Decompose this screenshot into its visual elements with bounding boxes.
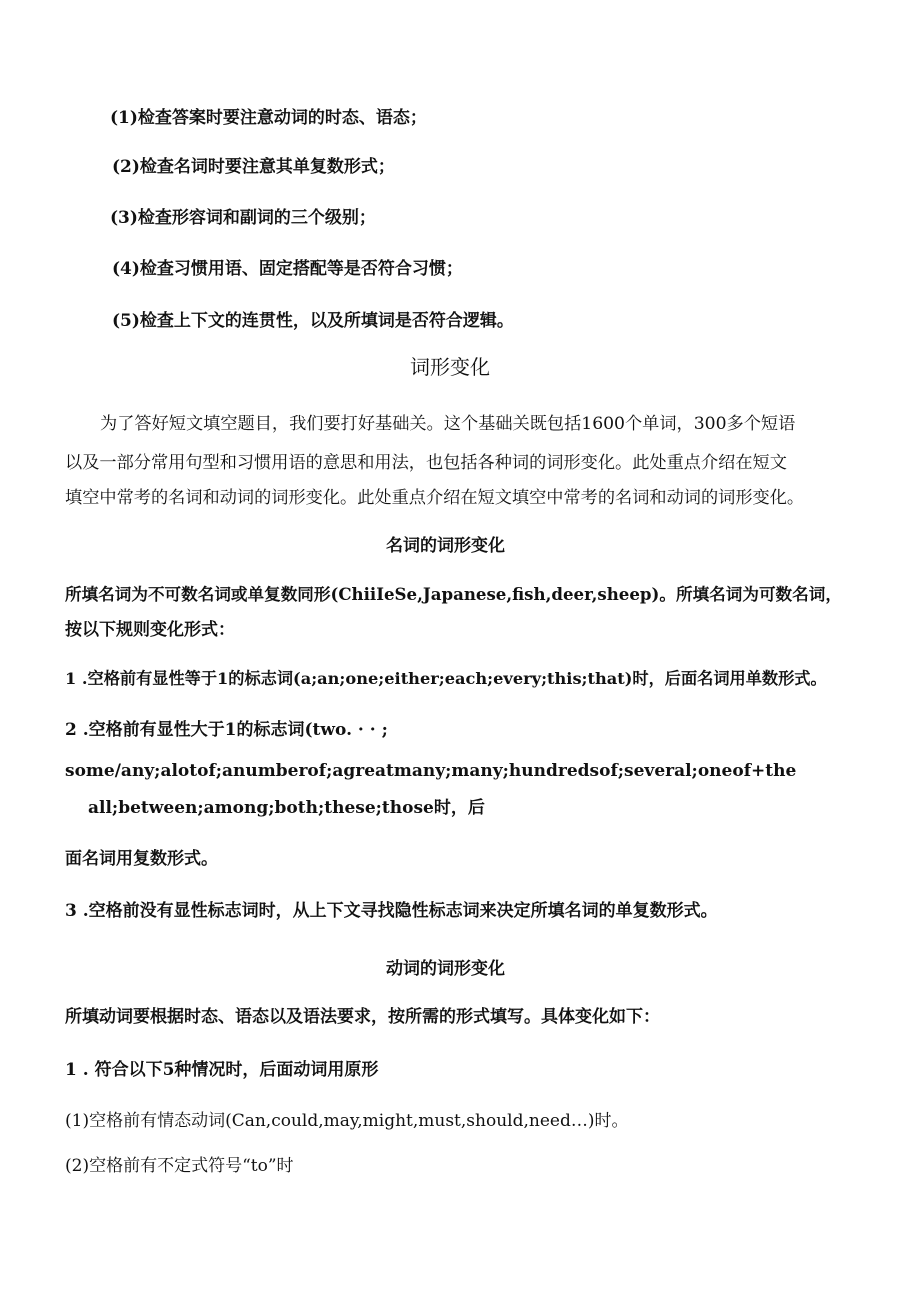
intro-line-1: 为了答好短文填空题目，我们要打好基础关。这个基础关既包括1600个单词，300多个短语 xyxy=(100,414,796,434)
intro-line-2: 以及一部分常用句型和习惯用语的意思和用法，也包括各种词的词形变化。此处重点介绍在短文 xyxy=(65,453,787,473)
check-item-2: (2)检查名词时要注意其单复数形式； xyxy=(112,157,395,177)
check-item-5: (5)检查上下文的连贯性，以及所填词是否符合逻辑。 xyxy=(112,311,514,331)
check-item-3: (3)检查形容词和副词的三个级别； xyxy=(110,208,376,228)
check-item-4: (4)检查习惯用语、固定搭配等是否符合习惯； xyxy=(112,259,463,279)
verb-sub-2: (2)空格前有不定式符号“to”时 xyxy=(65,1156,294,1176)
check-item-1: (1)检查答案时要注意动词的时态、语态； xyxy=(110,108,427,128)
noun-rule-2: 2 .空格前有显性大于1的标志词(two. · · ; xyxy=(65,720,388,740)
noun-rule-3: 3 .空格前没有显性标志词时，从上下文寻找隐性标志词来决定所填名词的单复数形式。 xyxy=(65,901,718,921)
section-heading: 词形变化 xyxy=(410,355,490,379)
noun-rule-2-words-cont: all;between;among;both;these;those时，后 xyxy=(88,798,485,818)
verb-intro: 所填动词要根据时态、语态以及语法要求，按所需的形式填写。具体变化如下： xyxy=(65,1007,660,1027)
noun-rule-2-words: some/any;alotof;anumberof;agreatmany;many;hundredsof;several;oneof+the xyxy=(65,761,797,781)
noun-rule-2-end: 面名词用复数形式。 xyxy=(65,849,218,869)
verb-sub-1: (1)空格前有情态动词(Can,could,may,might,must,should,need…)时。 xyxy=(65,1111,629,1131)
intro-line-3: 填空中常考的名词和动词的词形变化。此处重点介绍在短文填空中常考的名词和动词的词形变化。 xyxy=(65,488,805,508)
verb-heading: 动词的词形变化 xyxy=(386,959,505,979)
verb-rule-1: 1 . 符合以下5种情况时，后面动词用原形 xyxy=(65,1060,379,1080)
noun-line-1: 所填名词为不可数名词或单复数同形(ChiiIeSe,Japanese,fish,deer,sheep)。所填名词为可数名词， xyxy=(65,584,842,604)
noun-heading: 名词的词形变化 xyxy=(386,536,505,556)
noun-line-2: 按以下规则变化形式： xyxy=(65,620,235,640)
noun-rule-1: 1 .空格前有显性等于1的标志词(a;an;one;either;each;every;this;that)时，后面名词用单数形式。 xyxy=(65,669,827,688)
